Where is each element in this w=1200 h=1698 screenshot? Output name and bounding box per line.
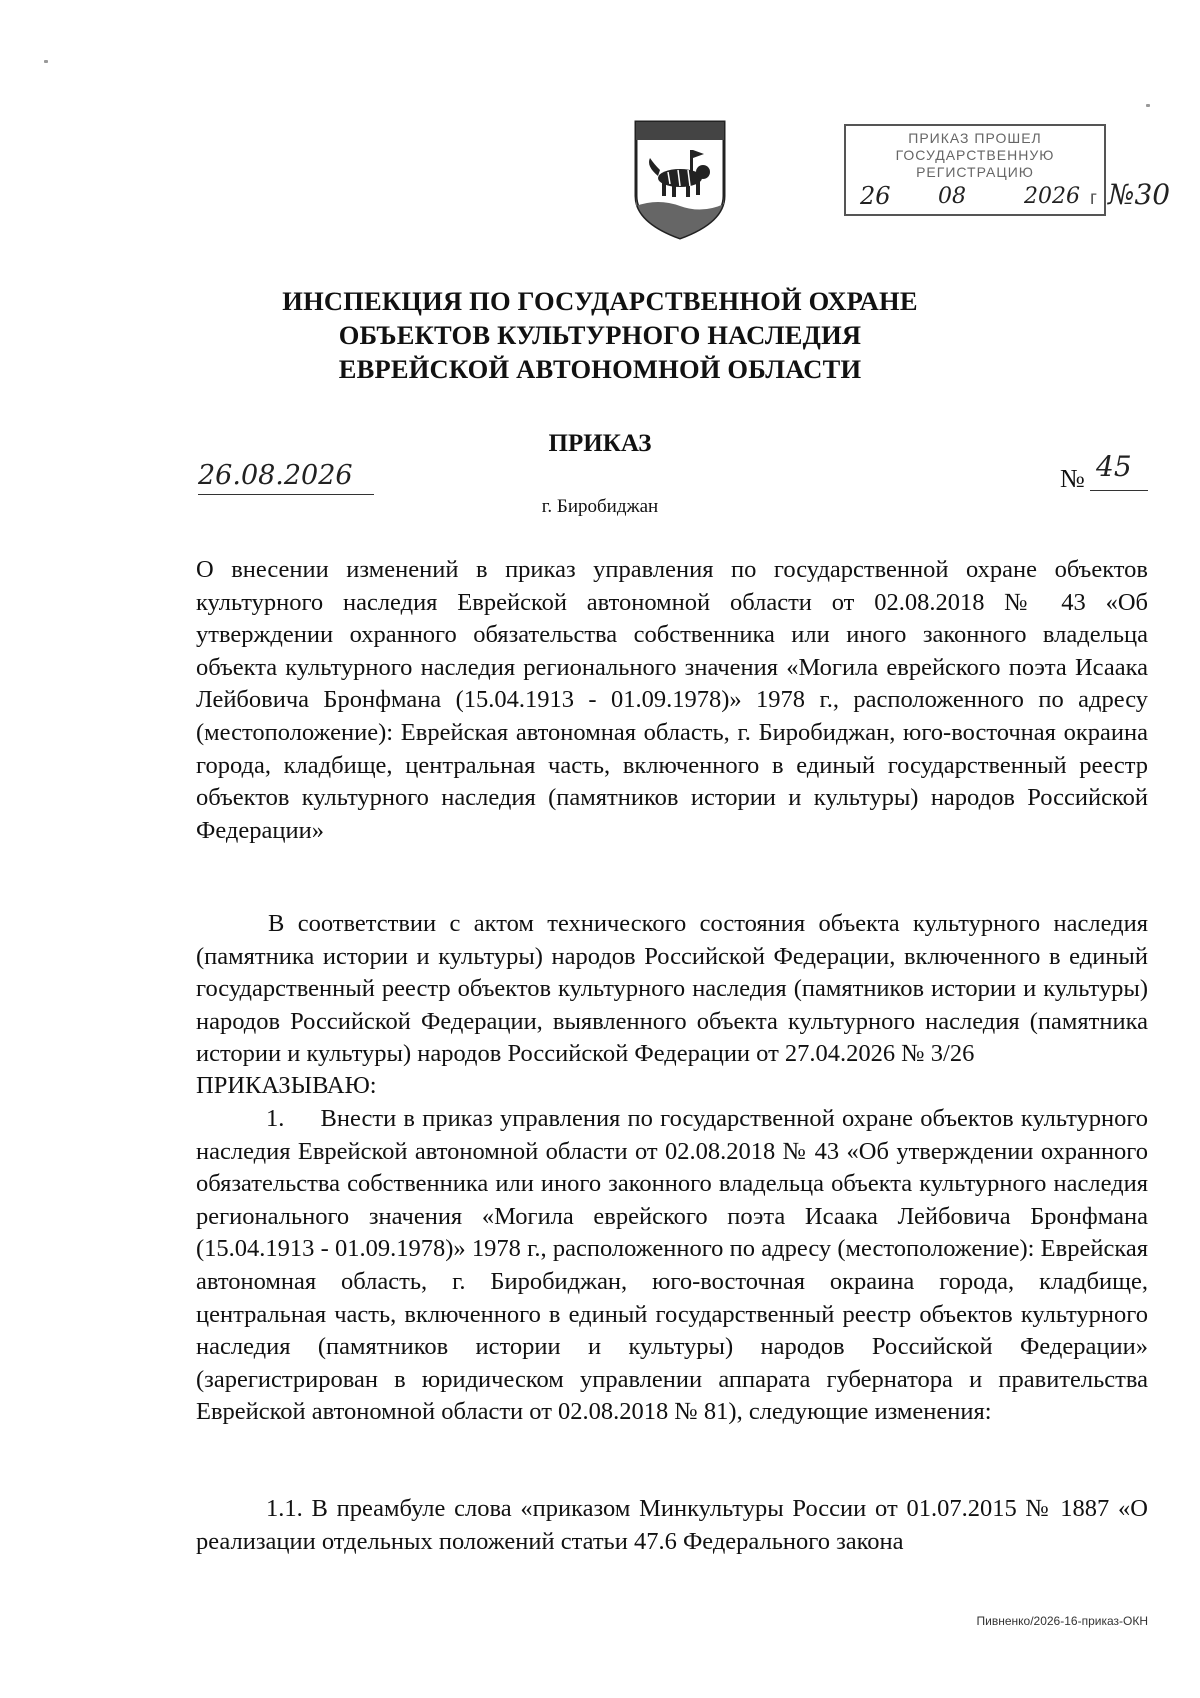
organization-name [0, 284, 1200, 386]
number-underline [1090, 490, 1148, 491]
stamp-day: 26 [860, 182, 891, 210]
document-city: г. Биробиджан [541, 496, 659, 517]
document-title: О внесении изменений в приказ управления по государственной охране объектов культурного наследия Еврейской автономной области от 02.08.2018 № 43 «Об утверждении охранного обязательства собственника или иного законного владельца объекта культурного наследия регионального значения «Могила еврейского поэта Исаака Лейбовича Бронфмана (15.04.1913 - 01.09.1978)» 1978 г., расположенного по адресу (местоположение): Еврейская автономная область, г. Биробиджан, юго-восточная окраина города, кладбище, центральная часть, включенного в единый государственный реестр объектов культурного наследия (памятников истории и культуры) народов Российской Федерации» [196, 556, 1148, 844]
scan-speck [44, 60, 48, 63]
document-number: 45 [1096, 450, 1132, 483]
stamp-month: 08 [938, 184, 966, 209]
document-date: 26.08.2026 [198, 460, 353, 491]
item-1-1: 1.1. В преамбуле слова «приказом Минкультуры России от 01.07.2015 № 1887 «О реализации отдельных положений статьи 47.6 Федерального закона [196, 1495, 1148, 1555]
date-underline [198, 494, 374, 495]
registration-stamp [844, 124, 1106, 216]
stamp-line: ПРИКАЗ ПРОШЕЛ [908, 130, 1042, 146]
item-1 [196, 1103, 1148, 1429]
document-type: ПРИКАЗ [548, 430, 652, 457]
order-word: ПРИКАЗЫВАЮ: [196, 1072, 377, 1099]
stamp-registration-number: №30 [1108, 178, 1171, 211]
scan-speck [1146, 104, 1150, 107]
org-line: ЕВРЕЙСКОЙ АВТОНОМНОЙ ОБЛАСТИ [338, 354, 862, 384]
stamp-year: 2026 [1024, 184, 1080, 209]
file-reference: Пивненко/2026-16-приказ-ОКН [976, 1614, 1148, 1628]
item-1-text: Внести в приказ управления по государственной охране объектов культурного наследия Еврейской автономной области от 02.08.2018 № 43 «Об утверждении охранного обязательства собственника или иного законного владельца объекта культурного наследия регионального значения «Могила еврейского поэта Исаака Лейбовича Бронфмана (15.04.1913 - 01.09.1978)» 1978 г., расположенного по адресу (местоположение): Еврейская автономная область, г. Биробиджан, юго-восточная окраина города, кладбище, центральная часть, включенного в единый государственный реестр объектов культурного наследия (памятников истории и культуры) народов Российской Федерации» (зарегистрирован в юридическом управлении аппарата губернатора и правительства Еврейской автономной области от 02.08.2018 № 81), следующие изменения: [196, 1105, 1149, 1426]
stamp-line: РЕГИСТРАЦИЮ [916, 164, 1034, 180]
item-1-number: 1. [266, 1105, 285, 1132]
basis-paragraph: В соответствии с актом технического состояния объекта культурного наследия (памятника истории и культуры) народов Российской Федерации, включенного в единый государственный реестр объектов культурного наследия (памятников истории и культуры) народов Российской Федерации, выявленного объекта культурного наследия (памятника истории и культуры) народов Российской Федерации от 27.04.2026 № 3/26 [196, 910, 1148, 1068]
number-label: № [1060, 464, 1085, 493]
stamp-year-suffix: г [1090, 188, 1097, 209]
org-line: ИНСПЕКЦИЯ ПО ГОСУДАРСТВЕННОЙ ОХРАНЕ [282, 286, 918, 316]
coat-of-arms-icon [630, 118, 730, 242]
org-line: ОБЪЕКТОВ КУЛЬТУРНОГО НАСЛЕДИЯ [338, 320, 862, 350]
stamp-line: ГОСУДАРСТВЕННУЮ [895, 147, 1055, 163]
